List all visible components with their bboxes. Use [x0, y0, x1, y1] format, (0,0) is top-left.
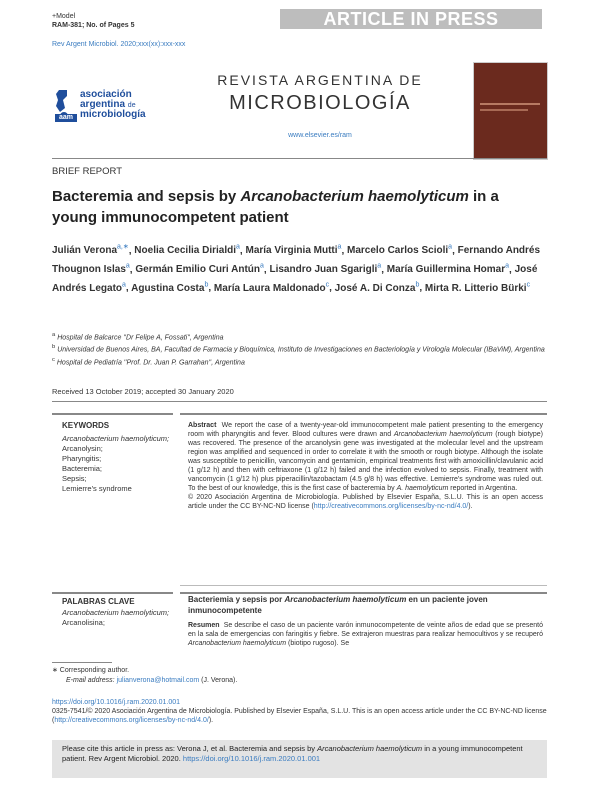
model-code: +Model RAM-381; No. of Pages 5	[52, 13, 135, 29]
divider	[52, 158, 547, 159]
keywords-heading: KEYWORDS	[62, 421, 110, 430]
doi-link[interactable]: https://doi.org/10.1016/j.ram.2020.01.001	[52, 699, 181, 706]
author[interactable]: José Andrés Legato$^a$	[52, 263, 538, 294]
author[interactable]: Mirta R. Litterio Bürki$^c$	[424, 281, 531, 294]
affiliations	[52, 331, 547, 368]
keyword: Pharyngitis;	[62, 454, 102, 463]
spanish-title: Bacteriemia y sepsis por Arcanobacterium haemolyticum en un paciente joven inmunocompetente	[188, 595, 488, 615]
article-in-press-banner: ARTICLE IN PRESS	[280, 9, 542, 29]
keyword: Arcanolisina;	[62, 618, 105, 627]
aam-badge: aam	[55, 114, 77, 122]
author-list: Julián Verona$^{a,∗}$, Noelia Cecilia Dirialdi$^a$, María Virginia Mutti$^a$, Marcelo Carlos Scioli$^a$, Fernando Andrés Thougnon Islas$^a$, Germán Emilio Curi Antún$^a$, Lisandro Juan Sgarigli$^a$, María Guillermina Homar$^a$, José Andrés Legato$^a$, Agustina Costa$^b$, María Laura Maldonado$^c$, José A. Di Conza$^b$, Mirta R. Litterio Bürki$^c$	[52, 244, 541, 294]
article-title: Bacteremia and sepsis by Arcanobacterium haemolyticum in a young immunocompetent patient	[52, 188, 499, 226]
journal-title-line2: MICROBIOLOGÍA	[229, 92, 411, 114]
corresponding-author-note: ∗ Corresponding author.	[52, 667, 130, 674]
affiliation: $^b$ Universidad de Buenos Aires, BA, Facultad de Farmacia y Bioquímica, Instituto de Investigaciones en Bacteriología y Virología Molecular (IBaViM), Argentina	[52, 344, 545, 354]
society-logo-text: asociación argentina de microbiología	[80, 89, 146, 121]
keyword: Arcanobacterium haemolyticum;	[62, 434, 170, 443]
affiliation: $^c$ Hospital de Pediatría ''Prof. Dr. Juan P. Garrahan'', Argentina	[52, 356, 245, 366]
author[interactable]: Agustina Costa$^b$	[131, 281, 209, 294]
author[interactable]: María Virginia Mutti$^a$	[245, 244, 342, 257]
citation-doi-link[interactable]: https://doi.org/10.1016/j.ram.2020.01.001	[182, 754, 321, 763]
author[interactable]: Fernando Andrés Thougnon Islas$^a$	[52, 245, 541, 275]
keywords-list	[62, 434, 170, 494]
email-link[interactable]: julianverona@hotmail.com	[116, 677, 200, 684]
citation-text: Please cite this article in press as: Verona J, et al. Bacteremia and sepsis by Arcanobacterium haemolyticum in a young immunocompetent patient. Rev Argent Microbiol. 2020. https://doi.org/10.1016/j.ram.2020.01.001	[62, 744, 523, 763]
license-link[interactable]: http://creativecommons.org/licenses/by-nc-nd/4.0/	[54, 717, 209, 724]
author[interactable]: María Guillermina Homar$^a$	[386, 262, 510, 275]
author[interactable]: Germán Emilio Curi Antún$^a$	[135, 262, 264, 275]
copyright-notice: 0325-7541/© 2020 Asociación Argentina de Microbiología. Published by Elsevier España, S.L.U. This is an open access article under the CC BY-NC-ND license (http://creativecommons.org/licenses/by-nc-nd/4.0/).	[52, 708, 547, 724]
author[interactable]: Lisandro Juan Sgarigli$^a$	[269, 262, 382, 275]
divider	[52, 401, 547, 402]
article-type: BRIEF REPORT	[52, 166, 123, 177]
journal-reference: Rev Argent Microbiol. 2020;xxx(xx):xxx-xxx	[52, 41, 186, 48]
keyword: Sepsis;	[62, 474, 87, 483]
journal-title-line1: REVISTA ARGENTINA DE	[217, 72, 423, 88]
footnote-rule	[52, 662, 112, 663]
license-link[interactable]: http://creativecommons.org/licenses/by-nc-nd/4.0/	[313, 503, 469, 510]
keyword: Lemierre's syndrome	[62, 484, 132, 493]
keyword: Arcanolysin;	[62, 444, 103, 453]
email-line: E-mail address: julianverona@hotmail.com (J. Verona).	[66, 677, 238, 684]
resumen-text: Resumen Se describe el caso de un paciente varón inmunocompetente de veinte años de edad que se presentó en la sala de emergencias con faringitis y fiebre. Se extrajeron muestras para realizar hemocultivos y se recuperó Arcanobacterium haemolyticum (biotipo rugoso). Se	[188, 622, 543, 647]
palabras-clave-list	[62, 608, 170, 628]
journal-url-link[interactable]: www.elsevier.es/ram	[288, 132, 352, 139]
received-dates: Received 13 October 2019; accepted 30 January 2020	[52, 387, 234, 396]
author[interactable]: María Laura Maldonado$^c$	[213, 281, 330, 294]
keyword: Arcanobacterium haemolyticum;	[62, 608, 170, 617]
affiliation: $^a$ Hospital de Balcarce ''Dr Felipe A, Fossati'', Argentina	[52, 332, 224, 342]
author[interactable]: Julián Verona$^{a,∗}$	[52, 244, 129, 257]
keyword: Bacteremia;	[62, 464, 103, 473]
author[interactable]: Marcelo Carlos Scioli$^a$	[347, 244, 453, 257]
author[interactable]: Noelia Cecilia Dirialdi$^a$	[134, 244, 240, 257]
journal-cover-image	[473, 62, 548, 160]
author[interactable]: José A. Di Conza$^b$	[334, 281, 420, 294]
palabras-clave-heading: PALABRAS CLAVE	[62, 597, 135, 606]
abstract-text: Abstract We report the case of a twenty-year-old immunocompetent male patient presenting to the emergency room with pharyngitis and fever. Blood cultures were drawn and Arcanobacterium haemolyticum (rough biotype) was recovered. The presence of the arcanolysin gene was investigated at the molecular level and the upstream region was amplified and sequenced in order to correlate it with the smooth or rough biotype. Although the isolate was susceptible to penicillin, vancomycin and gentamicin, empirical treatments first with amoxicillin/clavulanic acid (1 g/12 h) and then with ceftriaxone (1 g/12 h) failed and the infection evolved to sepsis. Finally, treatment with vancomycin (1 g/12 h) plus piperacillin/tazobactam (4.5 g/8 h) was effective. Lemierre's syndrome was ruled out. To the best of our knowledge, this is the first case of bacteremia by A. haemolyticum reported in Argentina. © 2020 Asociación Argentina de Microbiología. Published by Elsevier España, S.L.U. This is an open access article under the CC BY-NC-ND license (http://creativecommons.org/licenses/by-nc-nd/4.0/).	[188, 422, 544, 510]
